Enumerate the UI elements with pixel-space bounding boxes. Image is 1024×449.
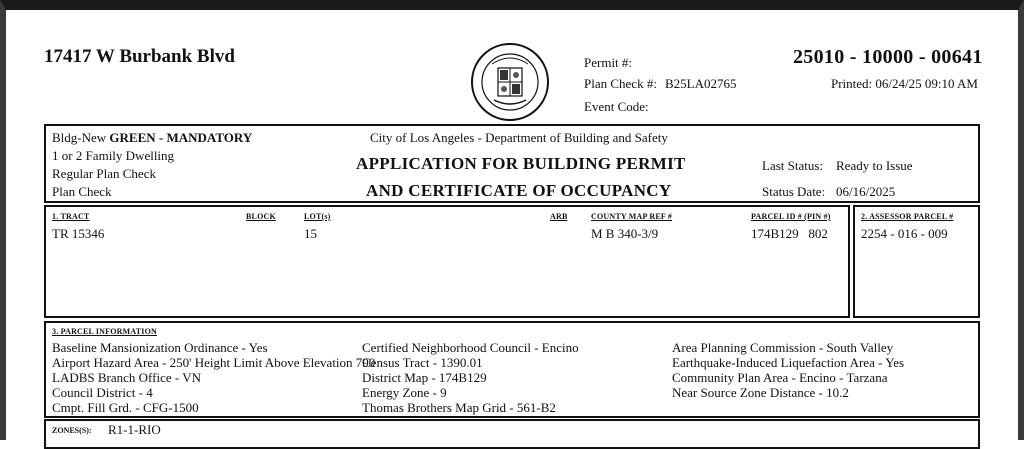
- parcel-info-box: [44, 321, 980, 418]
- dwelling-type: 1 or 2 Family Dwelling: [52, 148, 175, 163]
- tract-header: 1. TRACT: [52, 212, 90, 221]
- parcel-info-item: Thomas Brothers Map Grid - 561-B2: [362, 400, 556, 415]
- assessor-header: 2. ASSESSOR PARCEL #: [861, 212, 954, 221]
- parcel-info-item: Community Plan Area - Encino - Tarzana: [672, 370, 888, 385]
- zones-label: ZONES(S):: [52, 426, 92, 435]
- printed-timestamp: Printed: 06/24/25 09:10 AM: [831, 76, 978, 91]
- parcel-info-item: Council District - 4: [52, 385, 153, 400]
- permit-type: [52, 130, 252, 146]
- county-map-value: M B 340-3/9: [591, 226, 659, 241]
- assessor-value: 2254 - 016 - 009: [861, 226, 948, 241]
- event-code-label: Event Code:: [584, 99, 649, 114]
- form-title-line1: APPLICATION FOR BUILDING PERMIT: [356, 154, 686, 173]
- parcel-info-item: Energy Zone - 9: [362, 385, 447, 400]
- review-type: Regular Plan Check: [52, 166, 156, 181]
- plan-check-number: B25LA02765: [665, 76, 737, 91]
- status-date-label: Status Date:: [762, 184, 826, 199]
- department-name: City of Los Angeles - Department of Building and Safety: [370, 130, 668, 145]
- lot-header: LOT(s): [304, 212, 331, 221]
- parcel-info-item: Airport Hazard Area - 250' Height Limit Above Elevation 790: [52, 355, 376, 370]
- status-date-value: 06/16/2025: [836, 184, 896, 199]
- tract-box: [44, 205, 850, 318]
- parcel-info-header: 3. PARCEL INFORMATION: [52, 327, 158, 336]
- block-header: BLOCK: [246, 212, 276, 221]
- parcel-info-item: Census Tract - 1390.01: [362, 355, 483, 370]
- zones-box: [44, 419, 980, 449]
- parcel-info-item: Baseline Mansionization Ordinance - Yes: [52, 340, 268, 355]
- permit-summary-box: [44, 124, 980, 203]
- county-map-header: COUNTY MAP REF #: [591, 212, 673, 221]
- parcel-id-value: 174B129 802: [751, 226, 828, 241]
- permit-type-prefix: Bldg-New: [52, 130, 110, 145]
- parcel-info-item: Cmpt. Fill Grd. - CFG-1500: [52, 400, 199, 415]
- tract-value: TR 15346: [52, 226, 105, 241]
- permit-label: Permit #:: [584, 55, 633, 70]
- parcel-info-item: Area Planning Commission - South Valley: [672, 340, 894, 355]
- form-title-line2: AND CERTIFICATE OF OCCUPANCY: [366, 181, 672, 200]
- zones-value: R1-1-RIO: [108, 422, 161, 437]
- lot-value: 15: [304, 226, 317, 241]
- parcel-id-header: PARCEL ID # (PIN #): [751, 212, 831, 221]
- permit-number: 25010 - 10000 - 00641: [793, 46, 983, 68]
- assessor-box: [853, 205, 980, 318]
- parcel-info-item: Certified Neighborhood Council - Encino: [362, 340, 579, 355]
- check-type: Plan Check: [52, 184, 112, 199]
- parcel-info-item: District Map - 174B129: [362, 370, 487, 385]
- parcel-info-item: Earthquake-Induced Liquefaction Area - Yes: [672, 355, 905, 370]
- last-status-value: Ready to Issue: [836, 158, 913, 173]
- property-address: 17417 W Burbank Blvd: [44, 46, 235, 67]
- parcel-info-item: Near Source Zone Distance - 10.2: [672, 385, 849, 400]
- plan-check-label: Plan Check #:: [584, 76, 657, 91]
- permit-type-bold: GREEN - MANDATORY: [109, 130, 253, 145]
- last-status-label: Last Status:: [762, 158, 824, 173]
- city-seal-icon: [470, 42, 550, 122]
- parcel-info-item: LADBS Branch Office - VN: [52, 370, 201, 385]
- arb-header: ARB: [550, 212, 568, 221]
